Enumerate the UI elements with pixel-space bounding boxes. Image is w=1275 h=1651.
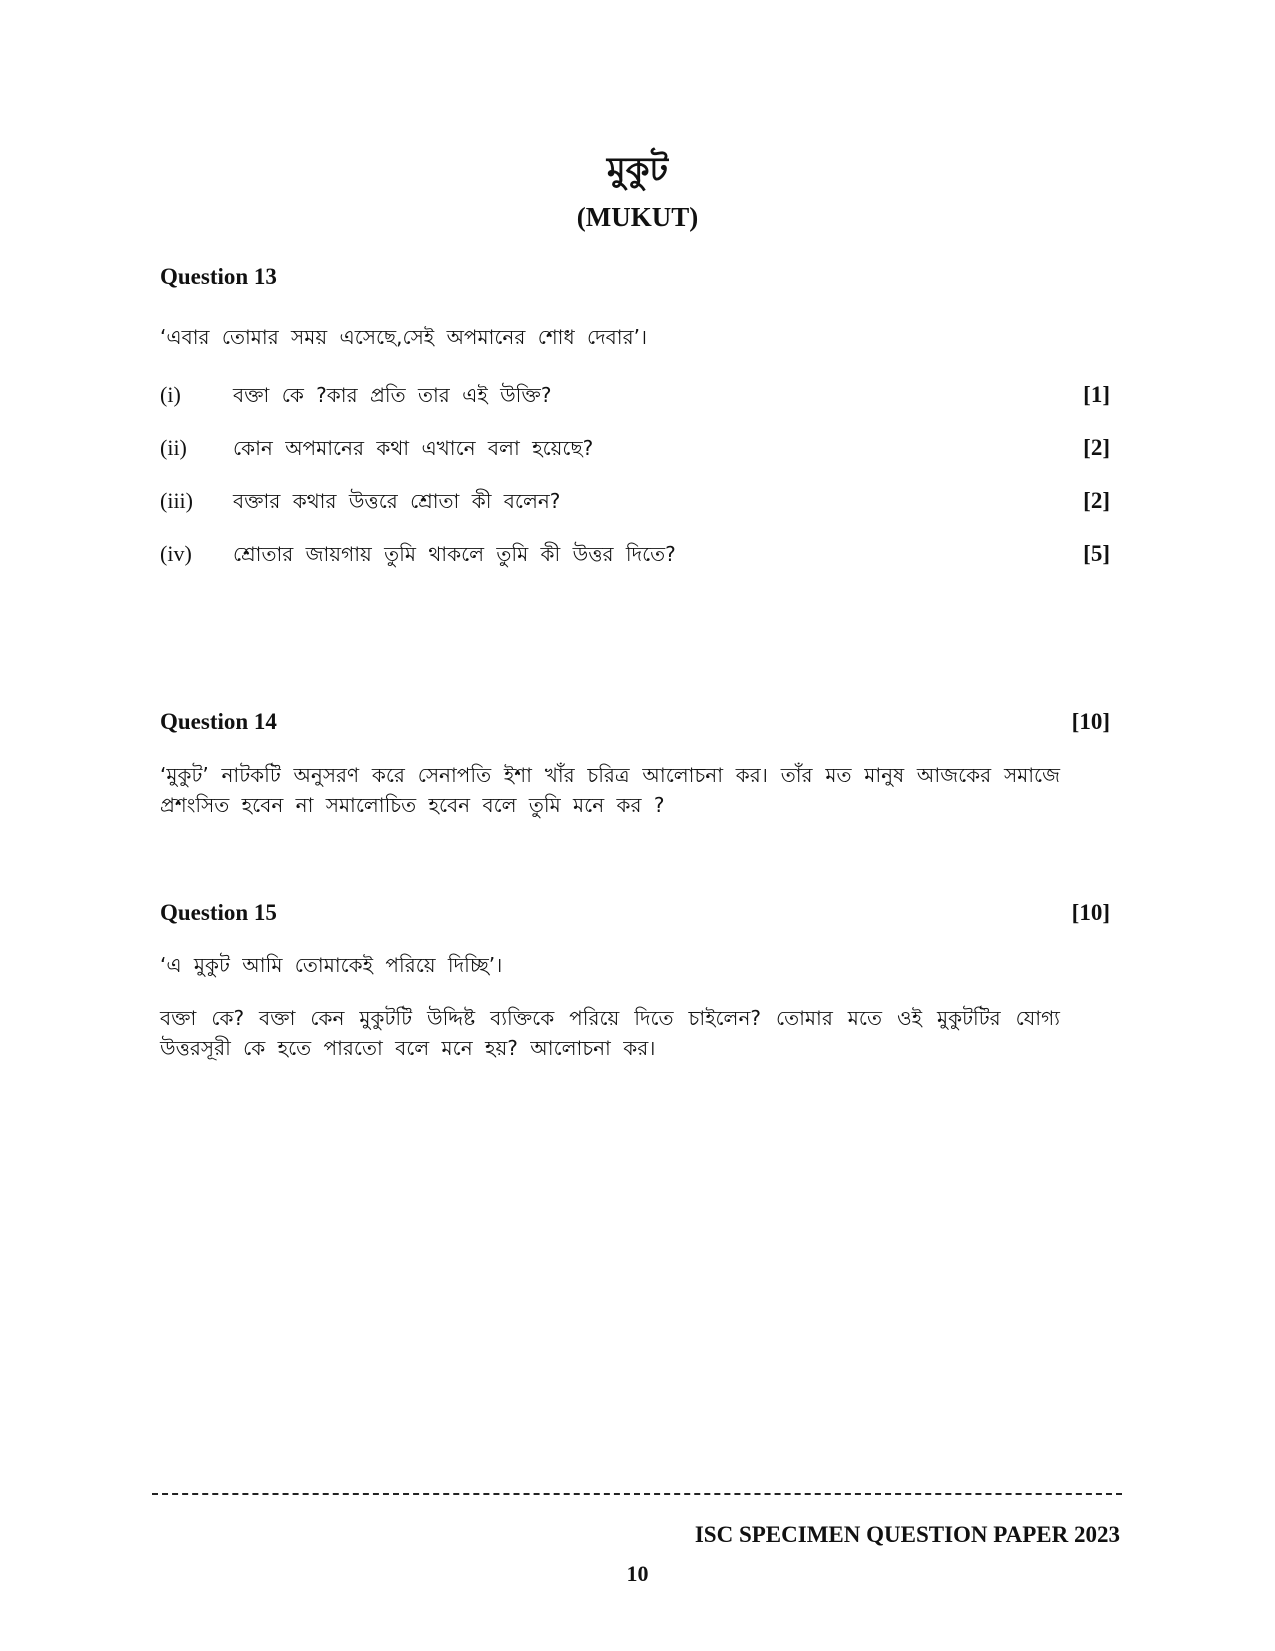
question-13-quote: ‘এবার তোমার সময় এসেছে,সেই অপমানের শোধ দেবার’। xyxy=(160,325,648,349)
subquestion-number: (iv) xyxy=(160,541,192,566)
section-title-english: (MUKUT) xyxy=(576,202,699,232)
question-14-heading: Question 14 xyxy=(160,709,277,734)
question-13-heading: Question 13 xyxy=(160,264,277,289)
subquestion-marks: [2] xyxy=(1083,435,1110,460)
subquestion-number: (i) xyxy=(160,382,181,407)
subquestion-marks: [5] xyxy=(1083,541,1110,566)
question-13-subquestion-iii xyxy=(160,486,1110,516)
question-14-marks: [10] xyxy=(1071,709,1110,734)
page-number: 10 xyxy=(626,1561,649,1586)
subquestion-number: (iii) xyxy=(160,488,193,513)
question-15-body: বক্তা কে? বক্তা কেন মুকুটটি উদ্দিষ্ট ব্যক্তিকে পরিয়ে দিতে চাইলেন? তোমার মতে ওই মুকুটটির যোগ্য উত্তরসূরী কে হতে পারতো বলে মনে হয়? আলোচনা কর। xyxy=(160,1006,1060,1060)
subquestion-text: কোন অপমানের কথা এখানে বলা হয়েছে? xyxy=(233,436,594,460)
subquestion-text: শ্রোতার জায়গায় তুমি থাকলে তুমি কী উত্তর দিতে? xyxy=(233,542,676,566)
subquestion-number: (ii) xyxy=(160,435,187,460)
section-title-bengali: মুকুট xyxy=(606,150,669,190)
footer-divider xyxy=(152,1493,1122,1495)
question-13-subquestion-i xyxy=(160,380,1110,410)
subquestion-marks: [2] xyxy=(1083,488,1110,513)
question-15-quote: ‘এ মুকুট আমি তোমাকেই পরিয়ে দিচ্ছি’। xyxy=(160,953,503,977)
question-13-subquestion-iv xyxy=(160,539,1110,569)
question-14-body: ‘মুকুট’ নাটকটি অনুসরণ করে সেনাপতি ইশা খাঁর চরিত্র আলোচনা কর। তাঁর মত মানুষ আজকের সমাজে প্রশংসিত হবেন না সমালোচিত হবেন বলে তুমি মনে কর ? xyxy=(160,763,1060,817)
subquestion-text: বক্তা কে ?কার প্রতি তার এই উক্তি? xyxy=(233,383,552,407)
question-15-heading: Question 15 xyxy=(160,900,277,925)
footer-paper-title: ISC SPECIMEN QUESTION PAPER 2023 xyxy=(694,1522,1120,1547)
question-13-subquestion-ii xyxy=(160,433,1110,463)
subquestion-marks: [1] xyxy=(1083,382,1110,407)
question-15-marks: [10] xyxy=(1071,900,1110,925)
subquestion-text: বক্তার কথার উত্তরে শ্রোতা কী বলেন? xyxy=(233,489,561,513)
